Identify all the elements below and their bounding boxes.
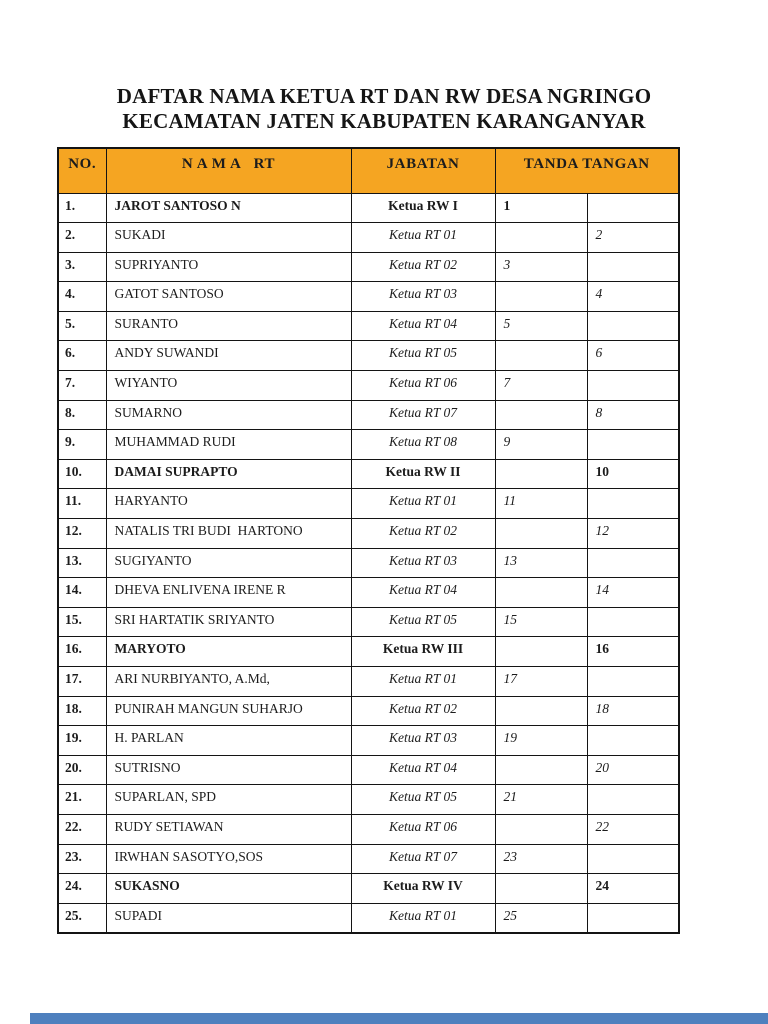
name-cell: SUPRIYANTO [106,252,351,282]
name-cell: WIYANTO [106,371,351,401]
jabatan-cell: Ketua RT 05 [351,607,495,637]
signature-cell-right [587,311,679,341]
table-body [58,193,679,933]
no-cell: 5. [58,311,106,341]
signature-cell-right: 4 [587,282,679,312]
signature-cell-right [587,726,679,756]
jabatan-cell: Ketua RT 06 [351,371,495,401]
no-cell: 21. [58,785,106,815]
signature-cell-right: 2 [587,223,679,253]
table-row [58,785,679,815]
signature-cell-right: 8 [587,400,679,430]
table-row [58,341,679,371]
table-row [58,193,679,223]
name-cell: NATALIS TRI BUDI HARTONO [106,519,351,549]
no-cell: 7. [58,371,106,401]
table-row [58,667,679,697]
table-row [58,282,679,312]
table-row [58,400,679,430]
signature-cell-left [495,814,587,844]
jabatan-cell: Ketua RT 01 [351,489,495,519]
jabatan-cell: Ketua RW III [351,637,495,667]
no-cell: 25. [58,903,106,933]
table-row [58,696,679,726]
signature-cell-right: 12 [587,519,679,549]
signature-cell-right [587,785,679,815]
signature-cell-right: 24 [587,874,679,904]
signature-cell-left: 23 [495,844,587,874]
signature-cell-right: 16 [587,637,679,667]
jabatan-cell: Ketua RT 01 [351,667,495,697]
table-row [58,223,679,253]
name-cell: RUDY SETIAWAN [106,814,351,844]
jabatan-cell: Ketua RT 05 [351,341,495,371]
jabatan-cell: Ketua RW IV [351,874,495,904]
jabatan-cell: Ketua RT 05 [351,785,495,815]
jabatan-cell: Ketua RT 03 [351,282,495,312]
signature-cell-right [587,548,679,578]
next-page-preview-strip [30,1013,768,1024]
name-cell: HARYANTO [106,489,351,519]
signature-cell-left [495,755,587,785]
no-cell: 3. [58,252,106,282]
signature-cell-right: 18 [587,696,679,726]
name-cell: MARYOTO [106,637,351,667]
table-row [58,519,679,549]
signature-cell-left: 15 [495,607,587,637]
name-cell: SUGIYANTO [106,548,351,578]
name-cell: SRI HARTATIK SRIYANTO [106,607,351,637]
name-cell: SUKADI [106,223,351,253]
table-row [58,489,679,519]
table-row [58,252,679,282]
name-cell: H. PARLAN [106,726,351,756]
name-cell: SURANTO [106,311,351,341]
no-cell: 6. [58,341,106,371]
table-row [58,755,679,785]
no-cell: 24. [58,874,106,904]
jabatan-cell: Ketua RT 02 [351,519,495,549]
no-cell: 10. [58,459,106,489]
table-row [58,637,679,667]
signature-cell-left [495,637,587,667]
jabatan-cell: Ketua RT 04 [351,311,495,341]
name-cell: MUHAMMAD RUDI [106,430,351,460]
no-cell: 12. [58,519,106,549]
document-title-line1: DAFTAR NAMA KETUA RT DAN RW DESA NGRINGO [116,84,652,108]
signature-cell-left [495,459,587,489]
jabatan-cell: Ketua RT 03 [351,726,495,756]
jabatan-cell: Ketua RT 01 [351,903,495,933]
signature-cell-right: 14 [587,578,679,608]
jabatan-cell: Ketua RW I [351,193,495,223]
signature-cell-right [587,489,679,519]
no-cell: 14. [58,578,106,608]
signature-cell-left [495,282,587,312]
signature-cell-left: 21 [495,785,587,815]
jabatan-cell: Ketua RT 03 [351,548,495,578]
jabatan-cell: Ketua RT 04 [351,755,495,785]
table-row [58,371,679,401]
no-cell: 4. [58,282,106,312]
jabatan-cell: Ketua RT 06 [351,814,495,844]
col-header-tanda-tangan: TANDA TANGAN [495,148,679,193]
signature-cell-left: 11 [495,489,587,519]
signature-cell-left: 3 [495,252,587,282]
jabatan-cell: Ketua RT 02 [351,696,495,726]
signature-cell-left [495,400,587,430]
table-row [58,903,679,933]
jabatan-cell: Ketua RT 07 [351,844,495,874]
jabatan-cell: Ketua RT 08 [351,430,495,460]
signature-cell-right: 10 [587,459,679,489]
signature-cell-left [495,223,587,253]
no-cell: 17. [58,667,106,697]
signature-cell-right [587,607,679,637]
name-cell: ANDY SUWANDI [106,341,351,371]
table-row [58,844,679,874]
table-row [58,607,679,637]
name-cell: IRWHAN SASOTYO,SOS [106,844,351,874]
no-cell: 8. [58,400,106,430]
jabatan-cell: Ketua RT 07 [351,400,495,430]
table-row [58,430,679,460]
name-cell: SUPADI [106,903,351,933]
no-cell: 2. [58,223,106,253]
document-title-line2: KECAMATAN JATEN KABUPATEN KARANGANYAR [122,109,646,133]
no-cell: 1. [58,193,106,223]
name-cell: DAMAI SUPRAPTO [106,459,351,489]
no-cell: 16. [58,637,106,667]
signature-cell-right [587,844,679,874]
signature-cell-left: 17 [495,667,587,697]
table-header [58,148,679,193]
signature-cell-left [495,519,587,549]
rt-rw-roster-table [57,147,680,934]
table-row [58,578,679,608]
document-title [0,84,768,134]
signature-cell-right: 20 [587,755,679,785]
name-cell: GATOT SANTOSO [106,282,351,312]
signature-cell-left: 5 [495,311,587,341]
name-cell: PUNIRAH MANGUN SUHARJO [106,696,351,726]
table-row [58,726,679,756]
signature-cell-left [495,578,587,608]
col-header-nama: N A M A RT [106,148,351,193]
no-cell: 20. [58,755,106,785]
col-header-jabatan: JABATAN [351,148,495,193]
name-cell: SUPARLAN, SPD [106,785,351,815]
signature-cell-left: 1 [495,193,587,223]
signature-cell-left: 25 [495,903,587,933]
signature-cell-left [495,341,587,371]
signature-cell-left: 7 [495,371,587,401]
name-cell: JAROT SANTOSO N [106,193,351,223]
table-row [58,874,679,904]
signature-cell-left: 13 [495,548,587,578]
no-cell: 13. [58,548,106,578]
no-cell: 23. [58,844,106,874]
signature-cell-right: 6 [587,341,679,371]
jabatan-cell: Ketua RT 02 [351,252,495,282]
signature-cell-left: 19 [495,726,587,756]
signature-cell-right [587,430,679,460]
table-row [58,311,679,341]
header-row [58,148,679,193]
name-cell: SUTRISNO [106,755,351,785]
name-cell: SUKASNO [106,874,351,904]
signature-cell-right [587,371,679,401]
signature-cell-right: 22 [587,814,679,844]
no-cell: 22. [58,814,106,844]
table-row [58,459,679,489]
signature-cell-left [495,696,587,726]
jabatan-cell: Ketua RW II [351,459,495,489]
signature-cell-right [587,252,679,282]
no-cell: 9. [58,430,106,460]
signature-cell-right [587,903,679,933]
signature-cell-right [587,193,679,223]
name-cell: ARI NURBIYANTO, A.Md, [106,667,351,697]
no-cell: 15. [58,607,106,637]
no-cell: 18. [58,696,106,726]
name-cell: SUMARNO [106,400,351,430]
signature-cell-left [495,874,587,904]
table-row [58,814,679,844]
name-cell: DHEVA ENLIVENA IRENE R [106,578,351,608]
jabatan-cell: Ketua RT 01 [351,223,495,253]
no-cell: 11. [58,489,106,519]
table-row [58,548,679,578]
no-cell: 19. [58,726,106,756]
jabatan-cell: Ketua RT 04 [351,578,495,608]
signature-cell-right [587,667,679,697]
col-header-no: NO. [58,148,106,193]
signature-cell-left: 9 [495,430,587,460]
